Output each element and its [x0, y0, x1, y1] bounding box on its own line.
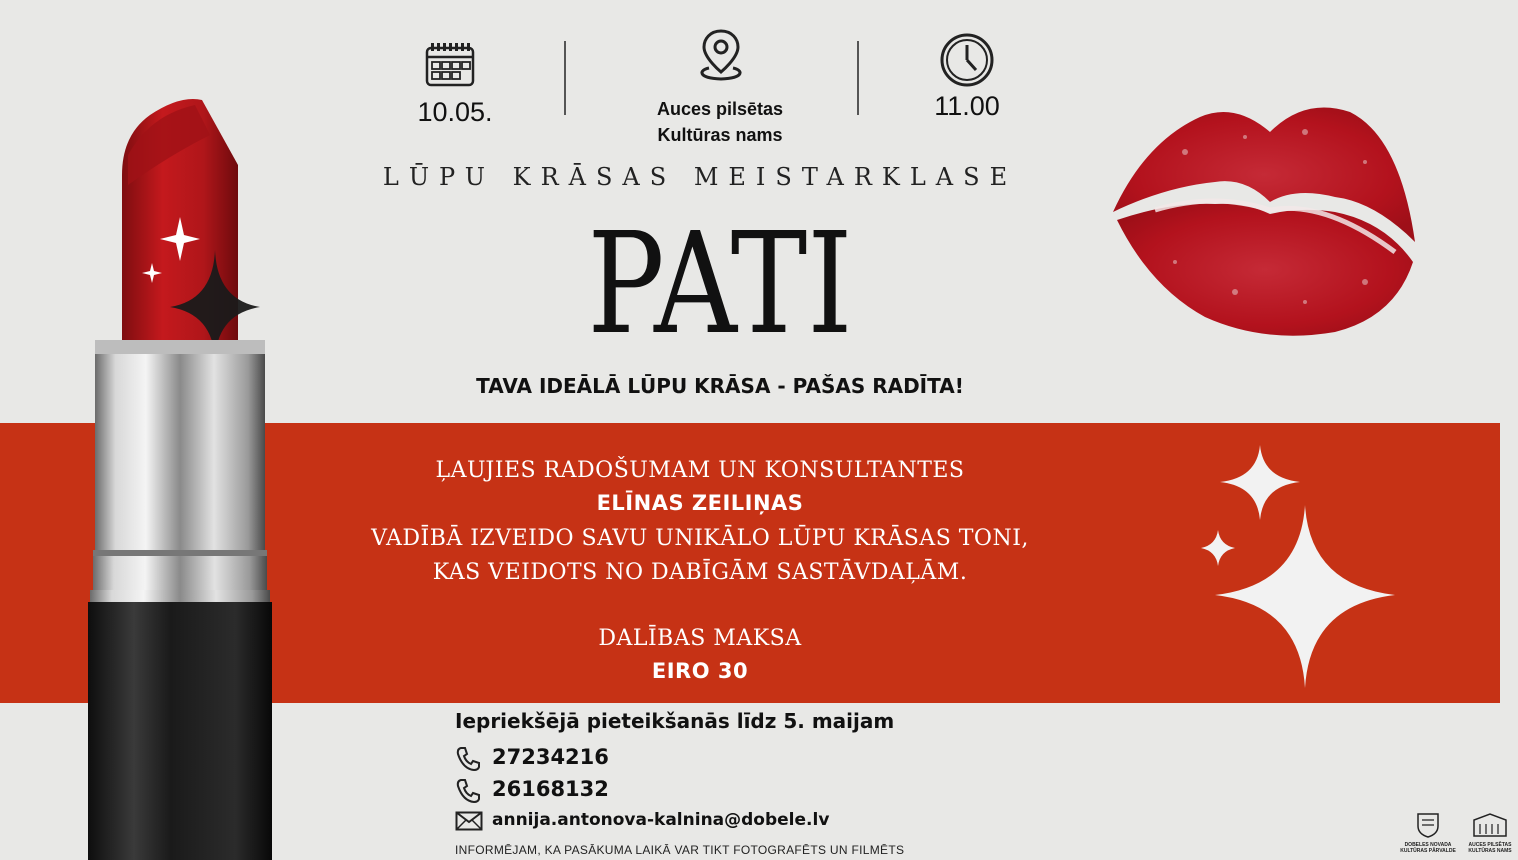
description-line3: VADĪBĀ IZVEIDO SAVU UNIKĀLO LŪPU KRĀSAS TONI,	[371, 526, 1029, 551]
logo2-line2: KULTŪRAS NAMS	[1468, 848, 1512, 854]
event-time: 11.00	[934, 91, 1000, 121]
event-date: 10.05.	[417, 97, 493, 127]
sparkle-icon	[1195, 440, 1405, 690]
fee-label: DALĪBAS MAKSA	[598, 626, 802, 651]
lipstick-illustration	[60, 95, 300, 860]
venue-line2: Kultūras nams	[657, 125, 783, 145]
phone-number-2[interactable]: 26168132	[492, 777, 609, 801]
crest-icon	[1400, 812, 1456, 838]
page-title: PATI	[587, 203, 853, 366]
divider	[857, 41, 859, 115]
clock-icon	[939, 32, 995, 88]
calendar-icon	[425, 43, 475, 87]
filming-notice: INFORMĒJAM, KA PASĀKUMA LAIKĀ VAR TIKT FOTOGRAFĒTS UN FILMĒTS	[455, 843, 905, 857]
location-pin-icon	[695, 28, 747, 82]
logo-dobele	[1400, 812, 1456, 854]
description-line4: KAS VEIDOTS NO DABĪGĀM SASTĀVDAĻĀM.	[432, 560, 968, 585]
event-venue	[620, 96, 820, 148]
fee-value: EIRO 30	[651, 659, 749, 683]
registration-heading: Iepriekšējā pieteikšanās līdz 5. maijam	[455, 709, 895, 733]
email-link[interactable]: annija.antonova-kalnina@dobele.lv	[492, 810, 830, 830]
venue-line1: Auces pilsētas	[656, 99, 784, 119]
subtitle: LŪPU KRĀSAS MEISTARKLASE	[382, 163, 1018, 191]
mail-icon	[455, 811, 483, 831]
tagline: TAVA IDEĀLĀ LŪPU KRĀSA - PAŠAS RADĪTA!	[476, 374, 964, 398]
building-icon	[1462, 812, 1518, 838]
consultant-name: ELĪNAS ZEILIŅAS	[596, 491, 804, 515]
logo2-line1: AUCES PILSĒTAS	[1468, 842, 1512, 848]
divider	[564, 41, 566, 115]
logo1-line2: KULTŪRAS PĀRVALDE	[1400, 848, 1456, 854]
phone-icon	[455, 746, 481, 772]
phone-icon	[455, 778, 481, 804]
phone-number-1[interactable]: 27234216	[492, 745, 609, 769]
logo1-line1: DOBELES NOVADA	[1404, 842, 1452, 848]
description-line1: ĻAUJIES RADOŠUMAM UN KONSULTANTES	[435, 458, 965, 483]
lips-print-illustration	[1105, 92, 1420, 342]
logo-auce	[1462, 812, 1512, 854]
